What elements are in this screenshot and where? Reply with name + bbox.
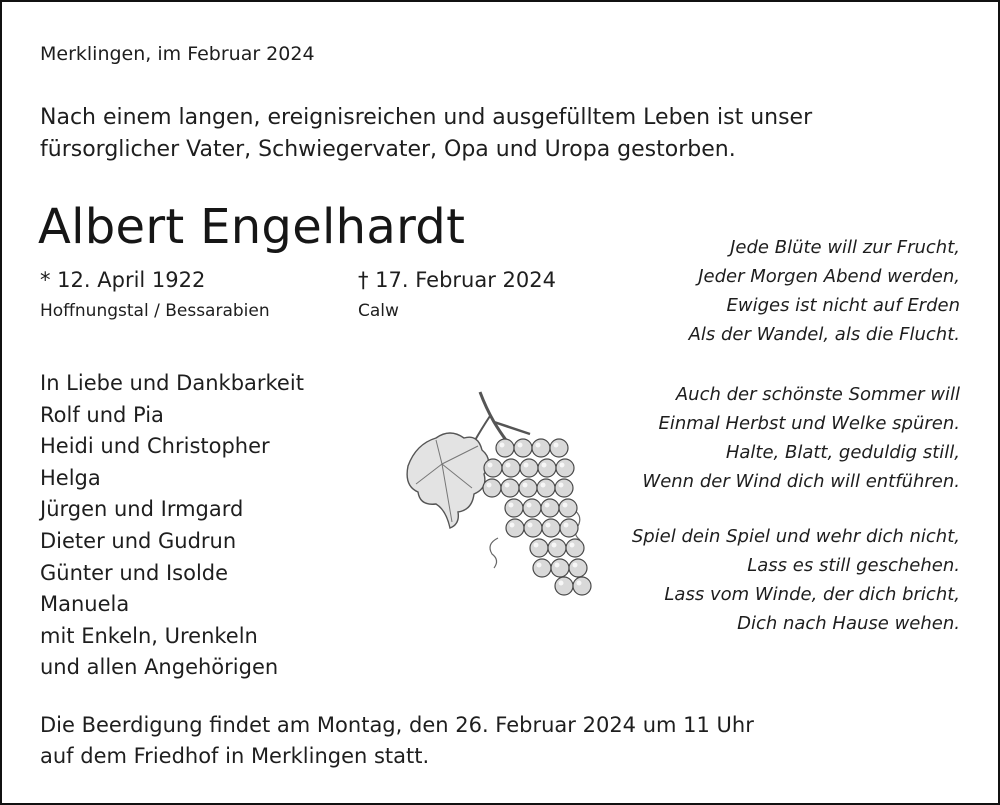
poem-line: Wenn der Wind dich will entführen.: [642, 471, 960, 492]
mourner-line: In Liebe und Dankbarkeit: [40, 371, 304, 395]
intro-line: fürsorglicher Vater, Schwiegervater, Opa und Uropa gestorben.: [40, 137, 736, 162]
funeral-notice: [40, 710, 754, 772]
poem-line: Lass vom Winde, der dich bricht,: [664, 584, 960, 605]
mourner-line: Dieter und Gudrun: [40, 528, 237, 553]
poem-line: Auch der schönste Sommer will: [675, 384, 960, 405]
poem-stanza: [689, 233, 960, 349]
poem-line: Als der Wandel, als die Flucht.: [688, 324, 960, 345]
intro-line: Nach einem langen, ereignisreichen und ausgefülltem Leben ist unser: [40, 105, 813, 130]
funeral-line: auf dem Friedhof in Merklingen statt.: [40, 744, 430, 768]
mourner-line: Günter und Isolde: [40, 560, 229, 585]
poem-line: Spiel dein Spiel und wehr dich nicht,: [631, 526, 960, 547]
birth-place: Hoffnungstal / Bessarabien: [40, 301, 270, 321]
mourner-line: mit Enkeln, Urenkeln: [40, 623, 258, 648]
poem-line: Jede Blüte will zur Frucht,: [730, 237, 960, 258]
place-date: Merklingen, im Februar 2024: [40, 43, 315, 65]
intro-text: [40, 102, 812, 166]
mourner-line: Helga: [40, 465, 101, 490]
grape-bunch-icon: [402, 388, 602, 628]
mourner-line: Heidi und Christopher: [40, 434, 270, 459]
poem-line: Einmal Herbst und Welke spüren.: [658, 413, 960, 434]
poem-stanza: [632, 522, 960, 638]
funeral-line: Die Beerdigung findet am Montag, den 26. Februar 2024 um 11 Uhr: [40, 713, 754, 737]
mourner-line: und allen Angehörigen: [40, 655, 279, 680]
poem-stanza: [642, 380, 960, 496]
mourner-line: Rolf und Pia: [40, 402, 164, 427]
mourner-line: Jürgen und Irmgard: [40, 497, 244, 522]
poem-line: Dich nach Hause wehen.: [737, 613, 960, 634]
mourner-line: Manuela: [40, 592, 130, 617]
deceased-name: Albert Engelhardt: [38, 199, 466, 255]
poem-line: Lass es still geschehen.: [747, 555, 960, 576]
poem-line: Ewiges ist nicht auf Erden: [726, 295, 960, 316]
death-place: Calw: [358, 301, 399, 321]
poem-line: Jeder Morgen Abend werden,: [698, 266, 960, 287]
death-date: † 17. Februar 2024: [358, 268, 556, 292]
poem-line: Halte, Blatt, geduldig still,: [725, 442, 960, 463]
birth-date: * 12. April 1922: [40, 268, 206, 292]
mourners-list: [40, 368, 304, 684]
